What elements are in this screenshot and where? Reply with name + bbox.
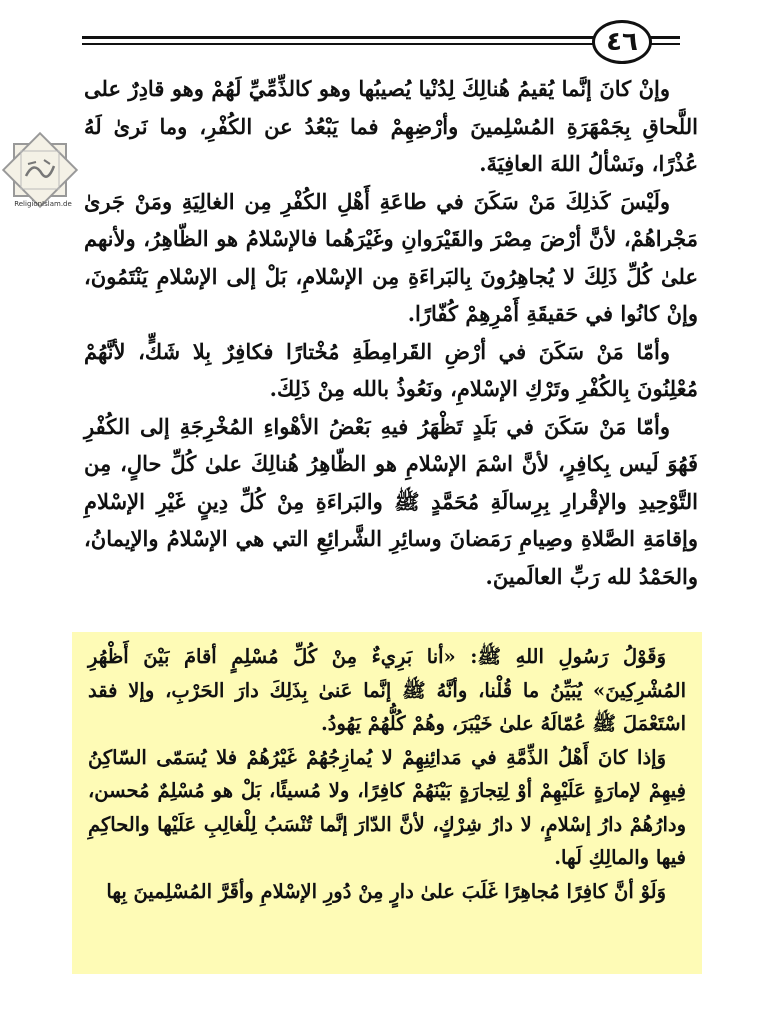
- paragraph: وَإذا كانَ أَهْلُ الذِّمَّةِ في مَدائِنِهِمْ لا يُمازِجُهُمْ غَيْرُهُمْ فلا يُسَمّى السّاكِنُ فِيهِمْ لإمارَةٍ عَلَيْهِمْ أوْ لِتِجارَةٍ بَيْنَهُمْ كافِرًا، ولا مُسيئًا، بَلْ هو مُسْلِمٌ مُحسن، ودارُهُمْ دارُ إسْلامٍ، لا دارُ شِرْكٍ، لأنَّ الدّارَ إنَّما تُنْسَبُ لِلْغالِبِ عَلَيْها والحاكِمِ فيها والمالِكِ لَها.: [88, 745, 686, 869]
- page-number: ٤٦: [592, 20, 652, 64]
- header-rule: [82, 36, 680, 48]
- highlighted-text-block: [88, 640, 686, 908]
- logo-site-text: ReligionIslam.de: [14, 200, 72, 208]
- paragraph: وأمّا مَنْ سَكَنَ في أرْضِ القَرامِطَةِ مُخْتارًا فكافِرٌ بِلا شَكٍّ، لأنَّهُمْ مُعْلِنُونَ بِالكُفْرِ وتَرْكِ الإسْلامِ، ونَعُوذُ بالله مِنْ ذَلِكَ.: [84, 338, 698, 401]
- upper-text-block: [84, 70, 698, 595]
- paragraph: وأمّا مَنْ سَكَنَ في بَلَدٍ تَظْهَرُ فيهِ بَعْضُ الأهْواءِ المُخْرِجَةِ إلى الكُفْرِ فَهُوَ لَيس بِكافِرٍ، لأنَّ اسْمَ الإسْلامِ هو الظّاهِرُ هُنالِكَ علىٰ كُلِّ حالٍ، مِن التَّوْحِيدِ والإقْرارِ بِرِسالَةِ مُحَمَّدٍ ﷺ والبَراءَةِ مِنْ كُلِّ دِينٍ غَيْرِ الإسْلامِ وإقامَةِ الصَّلاةِ وصِيامِ رَمَضانَ وسائِرِ الشَّرائِعِ التي هي الإسْلامُ والإيمانُ، والحَمْدُ لله رَبِّ العالَمينَ.: [84, 413, 698, 589]
- paragraph: ولَيْسَ كَذلِكَ مَنْ سَكَنَ في طاعَةِ أَهْلِ الكُفْرِ مِن الغالِيَةِ ومَنْ جَرىٰ مَجْراهُمْ، لأنَّ أرْضَ مِصْرَ والقَيْرَوانِ وغَيْرَهُما فالإسْلامُ هو الظّاهِرُ، ولأنهم علىٰ كُلِّ ذَلِكَ لا يُجاهِرُونَ بِالبَراءَةِ مِن الإسْلامِ، بَلْ إلى الإسْلامِ يَنْتَمُونَ، وإنْ كانُوا في حَقيقَةِ أَمْرِهِمْ كُفّارًا.: [84, 188, 698, 326]
- header-rule-thin: [82, 43, 680, 45]
- paragraph: وَقَوْلُ رَسُولِ اللهِ ﷺ: «أنا بَرِيءٌ مِنْ كُلِّ مُسْلِمٍ أقامَ بَيْنَ أَظْهُرِ المُشْرِكِينَ» يُبَيِّنُ ما قُلْنا، وأنَّهُ ﷺ إنَّما عَنىٰ بِذَلِكَ دارَ الحَرْبِ، وإلا فقد اسْتَعْمَلَ ﷺ عُمّالَهُ علىٰ خَيْبَرَ، وهُمْ كُلُّهُمْ يَهُودُ.: [88, 645, 686, 735]
- paragraph: وَلَوْ أنَّ كافِرًا مُجاهِرًا غَلَبَ علىٰ دارٍ مِنْ دُورِ الإسْلامِ وأقَرَّ المُسْلِمينَ بِها: [106, 879, 666, 903]
- paragraph: وإنْ كانَ إنَّما يُقيمُ هُنالِكَ لِدُنْيا يُصيبُها وهو كالذِّمِّيِّ لَهُمْ وهو قادِرٌ على اللَّحاقِ بِجَمْهَرَةِ المُسْلِمينَ وأرْضِهِمْ فما يَبْعُدُ عن الكُفْرِ، وما نَرىٰ لَهُ عُذْرًا، ونَسْألُ اللهَ العافِيَةَ.: [84, 76, 698, 176]
- religion-islam-logo: [2, 128, 78, 224]
- header-rule-thick: [82, 36, 680, 39]
